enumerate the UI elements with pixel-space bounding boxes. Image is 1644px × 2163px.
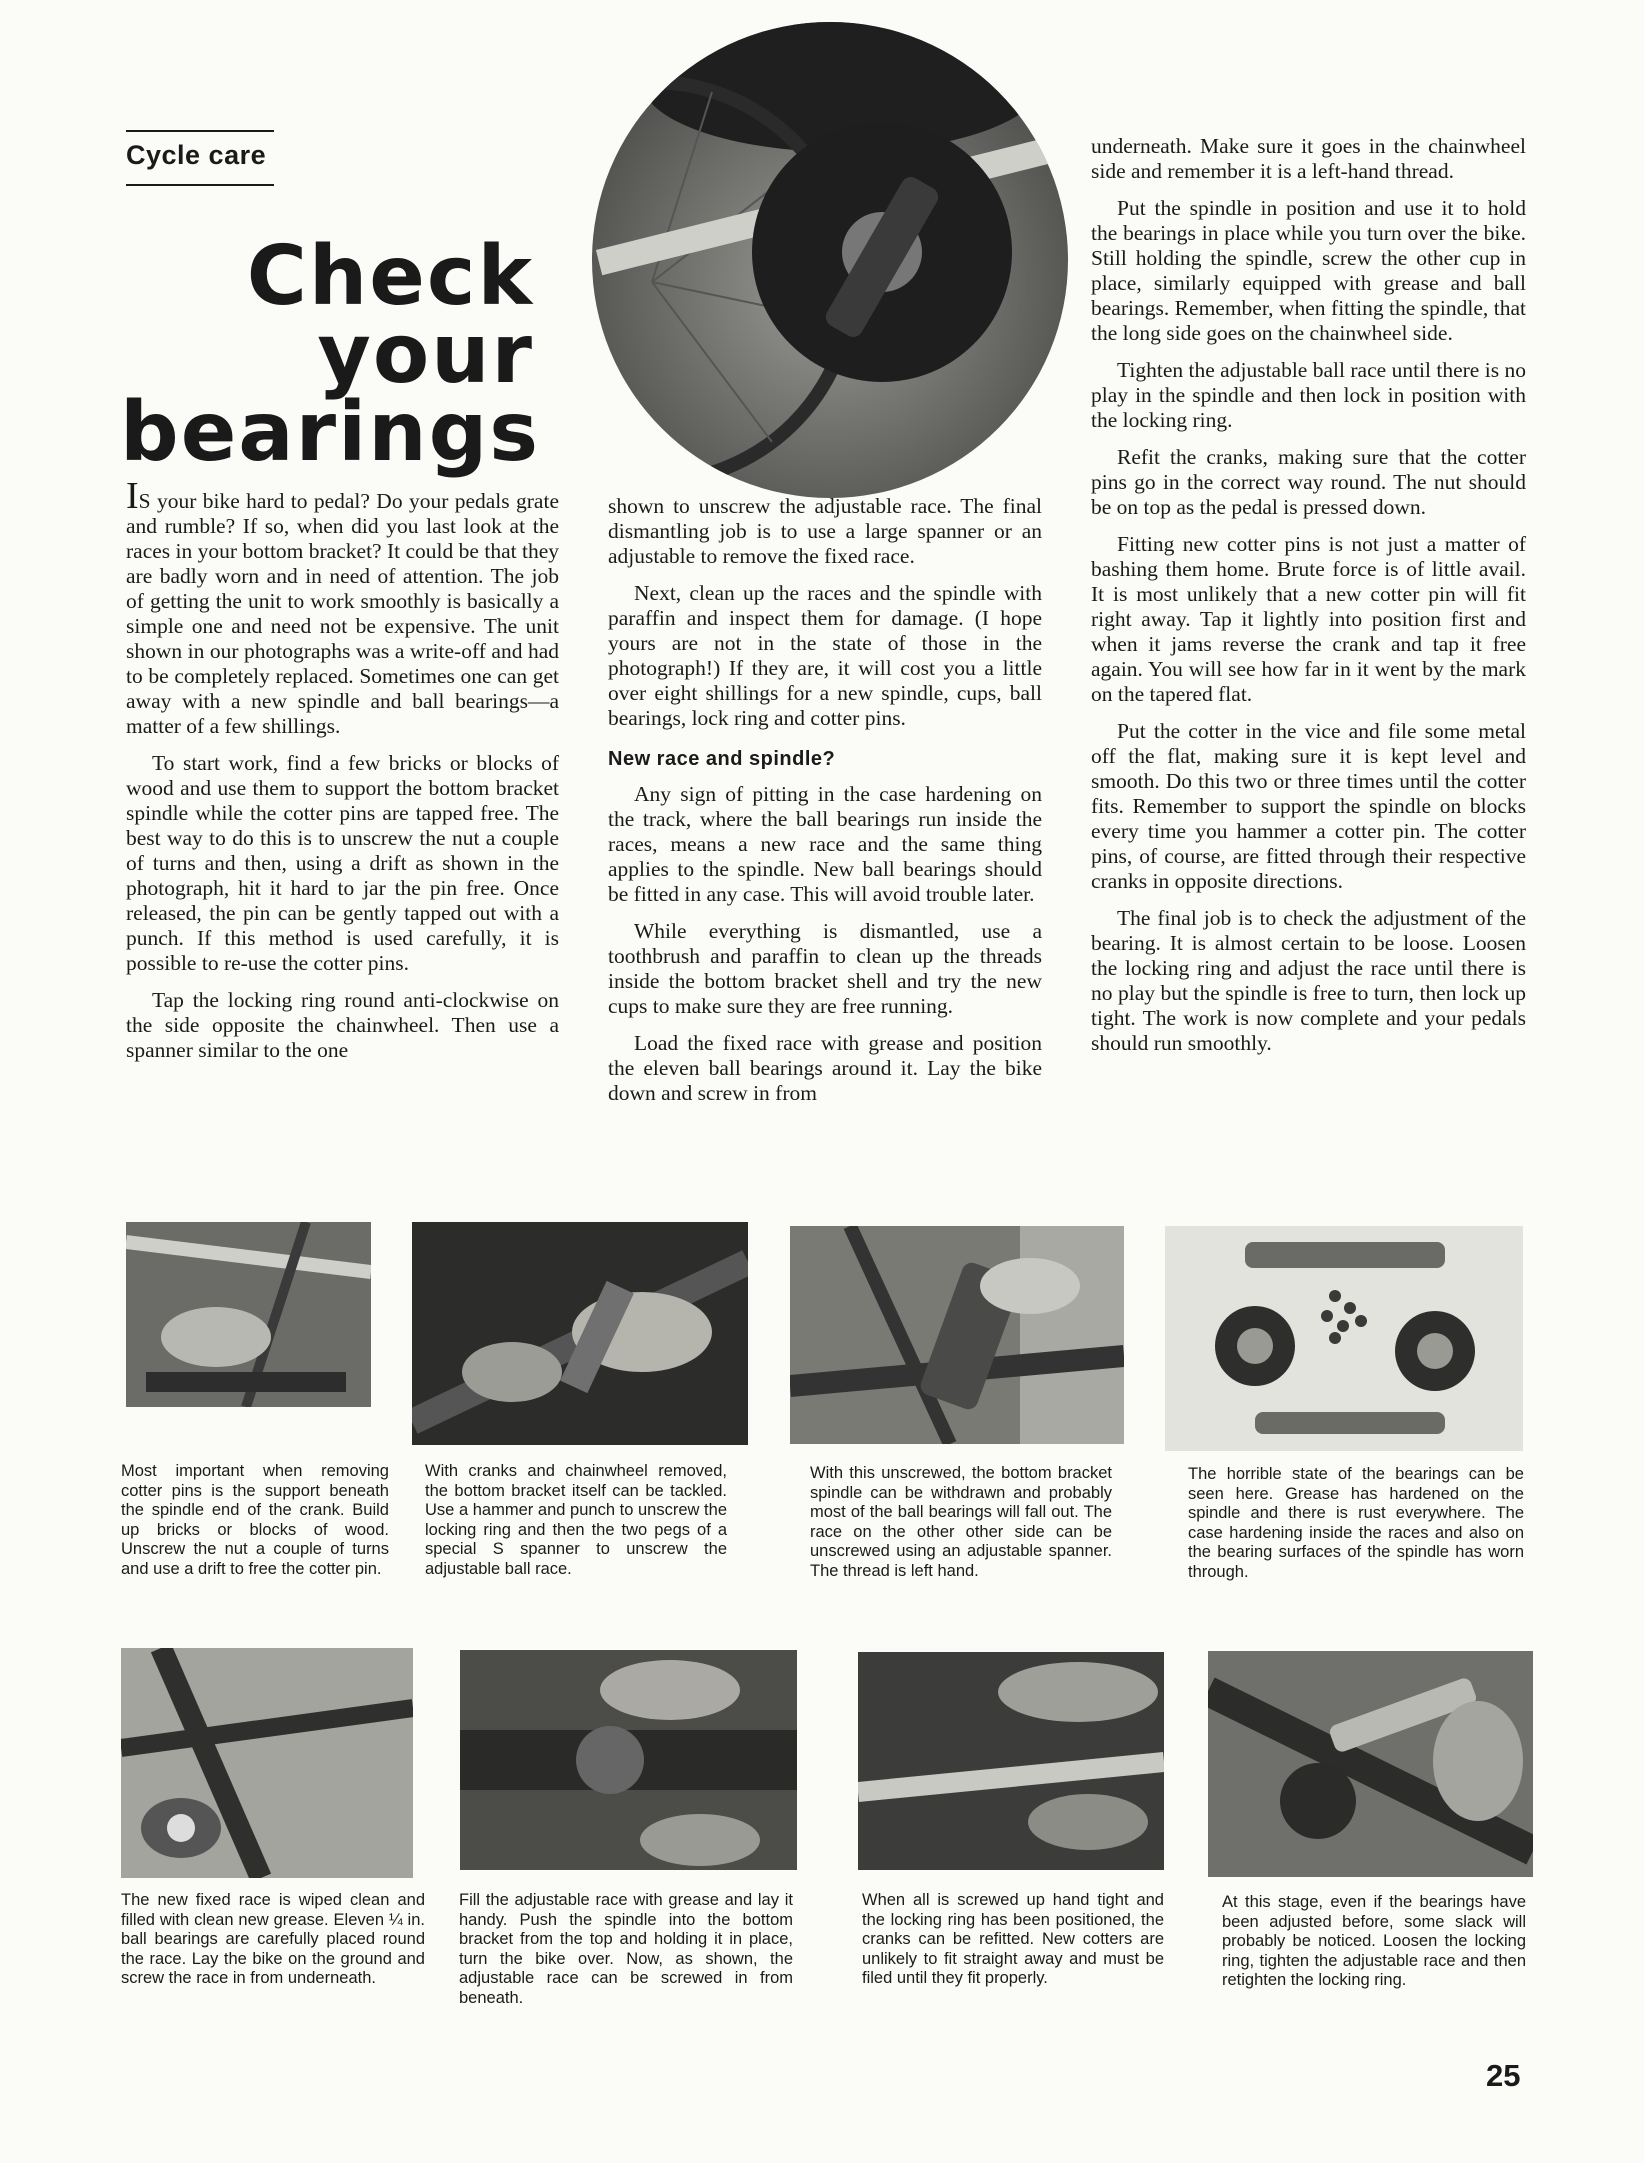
body-paragraph: Tap the locking ring round anti-clockwise on the side opposite the chainwheel. Then use a spanner similar to the one [126,988,559,1062]
body-paragraph: Load the fixed race with grease and position the eleven ball bearings around it. Lay the bike down and screw in from [608,1031,1042,1105]
body-column-1 [126,475,559,1075]
body-paragraph: Next, clean up the races and the spindle with paraffin and inspect them for damage. (I hope yours are not in the state of those in the photograph!) If they are, it will cost you a little over eight shillings for a new spindle, cups, ball bearings, lock ring and cotter pins. [608,581,1042,730]
caption-3: With this unscrewed, the bottom bracket spindle can be withdrawn and probably most of the ball bearings will fall out. The race on the other other side can be unscrewed using an adjustable spanner. The thread is left hand. [810,1464,1112,1580]
caption-8: At this stage, even if the bearings have been adjusted before, some slack will probably be noticed. Loosen the locking ring, tighten the adjustable race and then retighten the locking ring. [1222,1893,1526,1989]
body-column-2 [608,494,1042,1118]
subheading: New race and spindle? [608,748,836,770]
section-rule-top [126,130,274,132]
body-paragraph: Any sign of pitting in the case hardening on the track, where the ball bearings run inside the races, means a new race and the same thing applies to the spindle. New ball bearings should be fitted in any case. This will avoid trouble later. [608,782,1042,906]
body-paragraph: Put the spindle in position and use it to hold the bearings in place while you turn over the bike. Still holding the spindle, screw the other cup in place, similarly equipped with grease and ball bearings. Remember, when fitting the spindle, that the long side goes on the chainwheel side. [1091,196,1526,345]
headline-line-1: Check [246,229,534,324]
caption-2: With cranks and chainwheel removed, the bottom bracket itself can be tackled. Use a hammer and punch to unscrew the locking ring and then the two pegs of a special S spanner to unscrew the adjustable ball race. [425,1462,727,1578]
headline-line-2: your [317,307,534,402]
caption-4: The horrible state of the bearings can be seen here. Grease has hardened on the spindle and there is rust everywhere. The case hardening inside the races and also on the bearing surfaces of the spindle has worn through. [1188,1465,1524,1581]
photo-spindle-withdrawn [790,1226,1124,1444]
caption-6: Fill the adjustable race with grease and lay it handy. Push the spindle into the bottom bracket from the top and holding it in place, turn the bike over. Now, as shown, the adjustable race can be screwed in from beneath. [459,1891,793,2007]
photo-locking-ring-spanner [412,1222,748,1445]
body-paragraph: While everything is dismantled, use a toothbrush and paraffin to clean up the threads inside the bottom bracket shell and try the new cups to make sure they are free running. [608,919,1042,1018]
caption-1: Most important when removing cotter pins is the support beneath the spindle end of the crank. Build up bricks or blocks of wood. Unscrew the nut a couple of turns and use a drift to free the cotter pin. [121,1462,389,1578]
body-paragraph: To start work, find a few bricks or blocks of wood and use them to support the bottom bracket spindle while the cotter pins are tapped free. The best way to do this is to unscrew the nut a couple of turns and then, using a drift as shown in the photograph, hit it hard to jar the pin free. Once released, the pin can be gently tapped out with a punch. If this method is used carefully, it is possible to re-use the cotter pins. [126,751,559,975]
section-rule-bottom [126,184,274,186]
page-number: 25 [1486,2058,1521,2093]
body-paragraph: Refit the cranks, making sure that the cotter pins go in the correct way round. The nut should be on top as the pedal is pressed down. [1091,445,1526,519]
photo-final-adjustment [1208,1651,1533,1877]
photo-cotter-pin-removal [126,1222,371,1407]
caption-7: When all is screwed up hand tight and the locking ring has been positioned, the cranks can be refitted. New cotters are unlikely to fit straight away and must be filed until they fit properly. [862,1891,1164,1987]
photo-worn-bearings [1165,1226,1523,1451]
photo-fixed-race-greased [121,1648,413,1878]
body-paragraph: The final job is to check the adjustment of the bearing. It is almost certain to be loose. Loosen the locking ring and adjust the race until there is no play but the spindle is free to turn, then lock up tight. The work is now complete and your pedals should run smoothly. [1091,906,1526,1055]
headline-line-3: bearings [120,385,541,480]
section-label: Cycle care [126,140,267,170]
caption-5: The new fixed race is wiped clean and filled with clean new grease. Eleven ¼ in. ball bearings are carefully placed round the race. Lay the bike on the ground and screw the race in from underneath. [121,1891,425,1987]
photo-adjustable-race-screwed [460,1650,797,1870]
photo-cotter-filed [858,1652,1164,1870]
body-paragraph: IS your bike hard to pedal? Do your pedals grate and rumble? If so, when did you last look at the races in your bottom bracket? It could be that they are badly worn and in need of attention. The job of getting the unit to work smoothly is basically a simple one and need not be expensive. The unit shown in our photographs was a write-off and had to be completely replaced. Sometimes one can get away with a new spindle and ball bearings—a matter of a few shillings. [126,475,559,738]
body-paragraph: shown to unscrew the adjustable race. The final dismantling job is to use a large spanner or an adjustable to remove the fixed race. [608,494,1042,568]
body-paragraph: Put the cotter in the vice and file some metal off the flat, making sure it is kept level and smooth. Do this two or three times until the cotter fits. Remember to support the spindle on blocks every time you hammer a cotter pin. The cotter pins, of course, are fitted through their respective cranks in opposite directions. [1091,719,1526,893]
hero-photo-chainwheel [592,22,1068,498]
body-paragraph: Tighten the adjustable ball race until there is no play in the spindle and then lock in position with the locking ring. [1091,358,1526,432]
body-paragraph: Fitting new cotter pins is not just a matter of bashing them home. Brute force is of little avail. It is most unlikely that a new cotter pin will fit right away. Tap it lightly into position first and when it jams reverse the crank and tap it free again. You will see how far in it went by the mark on the tapered flat. [1091,532,1526,706]
body-column-3 [1091,134,1526,1068]
headline [120,229,541,480]
body-paragraph: underneath. Make sure it goes in the chainwheel side and remember it is a left-hand thread. [1091,134,1526,183]
